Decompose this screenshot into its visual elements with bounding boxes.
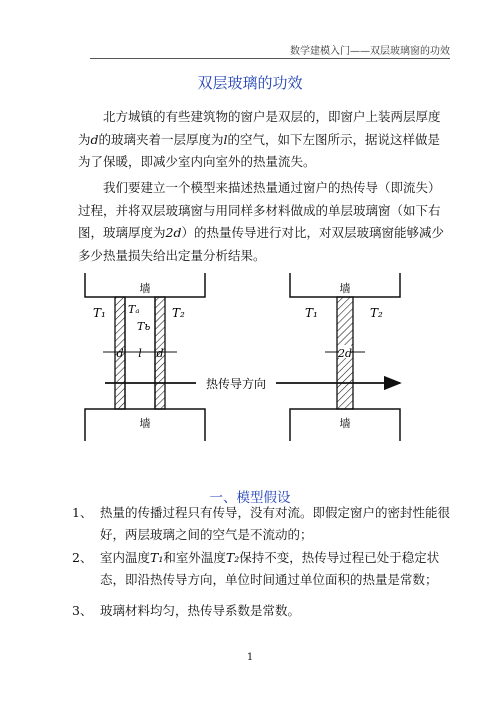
page-number: 1: [246, 652, 254, 663]
assumption-list: [72, 502, 452, 624]
p1-text-a: 北方城镇的有些建筑物的窗户是双层的，即窗户上装两层厚度为: [78, 109, 441, 147]
assumption-var-t2: T₂: [225, 550, 240, 565]
label-t1-left: T₁: [93, 306, 106, 320]
bottom-wall-label-right: 墙: [339, 417, 351, 430]
assumption-text-2c: 保持不变，热传导过程已处于稳定状态，即沿热传导方向，单位时间通过单位面积的热量是常数；: [100, 550, 440, 587]
document-title: 双层玻璃的功效: [197, 74, 303, 92]
assumption-text-3: 玻璃材料均匀，热传导系数是常数。: [100, 603, 301, 618]
assumption-number-2: 2、: [72, 550, 93, 565]
heat-flow-label: 热传导方向: [205, 377, 267, 391]
label-tb: Tь: [137, 320, 151, 333]
label-2d: 2d: [337, 347, 353, 360]
assumption-item-2: [72, 547, 452, 590]
top-wall-label-right: 墙: [339, 282, 351, 295]
label-ta: Tₐ: [128, 303, 140, 316]
header-rule: [90, 58, 450, 59]
assumption-text-2a: 室内温度: [100, 550, 151, 565]
intro-paragraph-1: [78, 106, 448, 174]
section-heading: 一、模型假设: [209, 490, 291, 506]
assumption-number-1: 1、: [72, 505, 93, 520]
label-d-2: d: [156, 347, 164, 360]
label-t2-left: T₂: [172, 306, 185, 320]
p2-var-2d: 2d: [165, 225, 182, 240]
p1-var-l: l: [223, 131, 228, 147]
double-glazed-figure: [85, 273, 205, 441]
p1-var-d: d: [90, 131, 99, 147]
label-t1-right: T₁: [305, 306, 318, 320]
assumption-text-1: 热量的传播过程只有传导，没有对流。即假定窗户的密封性能很好，两层玻璃之间的空气是不流动的；: [100, 505, 451, 542]
label-d-1: d: [116, 347, 124, 360]
assumption-item-1: [72, 502, 452, 545]
p1-text-b: 的玻璃夹着一层厚度为: [98, 131, 224, 147]
assumption-item-3: [72, 600, 452, 622]
assumption-var-t1: T₁: [150, 550, 164, 565]
intro-paragraph-2: [78, 177, 448, 267]
assumption-text-2b: 和室外温度: [163, 550, 226, 565]
p2-text-a: 我们要建立一个模型来描述热量通过窗户的热传导（即流失）过程，并将双层玻璃窗与用同样多材料做成的单层玻璃窗（如下右图，玻璃厚度为: [78, 180, 441, 240]
top-wall-label-left: 墙: [139, 282, 151, 295]
assumption-number-3: 3、: [72, 603, 93, 618]
label-t2-right: T₂: [370, 306, 383, 320]
bottom-wall-label-left: 墙: [139, 417, 151, 430]
label-l: l: [138, 347, 142, 360]
p2-text-b: ）的热量传导进行对比，对双层玻璃窗能够减少多少热量损失给出定量分析结果。: [78, 225, 444, 263]
single-glazed-figure: [290, 273, 400, 441]
p1-text-c: 的空气，如下左图所示，据说这样做是为了保暖，即减少室内向室外的热量流失。: [78, 131, 441, 169]
window-diagram: [0, 265, 500, 475]
running-header: 数学建模入门——双层玻璃窗的功效: [290, 46, 450, 57]
